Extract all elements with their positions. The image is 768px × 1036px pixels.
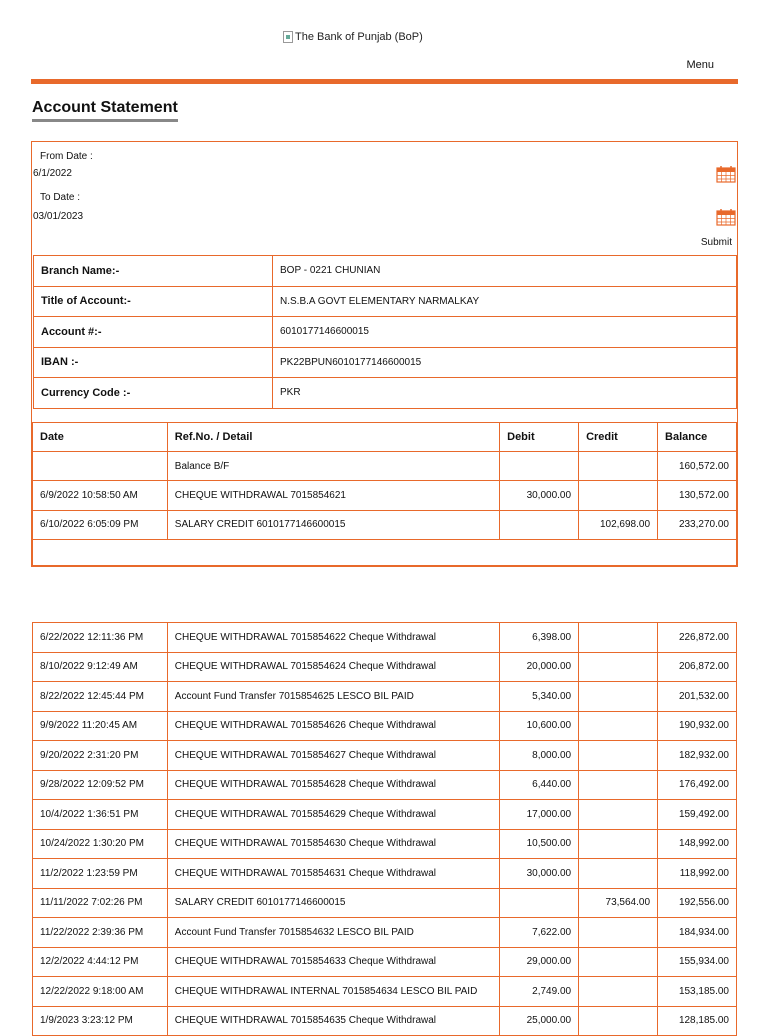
txn-debit — [500, 510, 579, 539]
page-title: Account Statement — [32, 99, 178, 122]
account-info-value: PK22BPUN6010177146600015 — [273, 347, 737, 378]
txn-detail: CHEQUE WITHDRAWAL 7015854621 — [167, 481, 499, 510]
txn-credit — [579, 623, 658, 653]
account-info-key: Account #:- — [34, 317, 273, 348]
account-info-row — [34, 378, 737, 409]
txn-debit: 10,500.00 — [500, 829, 579, 859]
txn-detail: SALARY CREDIT 6010177146600015 — [167, 510, 499, 539]
account-info-table — [33, 255, 737, 409]
txn-debit: 6,440.00 — [500, 770, 579, 800]
transaction-row — [33, 510, 737, 539]
txn-credit — [579, 918, 658, 948]
txn-detail: CHEQUE WITHDRAWAL 7015854628 Cheque Withdrawal — [167, 770, 499, 800]
to-date-label: To Date : — [40, 192, 81, 203]
col-credit: Credit — [579, 423, 658, 452]
account-info-value: BOP - 0221 CHUNIAN — [273, 256, 737, 287]
txn-balance: 128,185.00 — [658, 1006, 737, 1036]
account-info-key: Currency Code :- — [34, 378, 273, 409]
txn-detail: CHEQUE WITHDRAWAL 7015854624 Cheque Withdrawal — [167, 652, 499, 682]
txn-balance: 182,932.00 — [658, 741, 737, 771]
txn-date: 12/2/2022 4:44:12 PM — [33, 947, 168, 977]
txn-detail: CHEQUE WITHDRAWAL 7015854626 Cheque Withdrawal — [167, 711, 499, 741]
txn-date: 6/22/2022 12:11:36 PM — [33, 623, 168, 653]
txn-date: 11/11/2022 7:02:26 PM — [33, 888, 168, 918]
txn-credit — [579, 829, 658, 859]
txn-credit — [579, 481, 658, 510]
txn-credit — [579, 1006, 658, 1036]
transaction-row — [33, 800, 737, 830]
txn-debit — [500, 888, 579, 918]
transaction-row — [33, 481, 737, 510]
txn-balance: 118,992.00 — [658, 859, 737, 889]
from-calendar-icon[interactable] — [716, 165, 736, 183]
txn-debit: 25,000.00 — [500, 1006, 579, 1036]
txn-date: 9/28/2022 12:09:52 PM — [33, 770, 168, 800]
transaction-row — [33, 741, 737, 771]
menu-button[interactable]: Menu — [686, 59, 714, 71]
broken-image-icon — [283, 31, 293, 43]
txn-balance: 233,270.00 — [658, 510, 737, 539]
empty-cell — [33, 539, 737, 565]
account-info-value: N.S.B.A GOVT ELEMENTARY NARMALKAY — [273, 286, 737, 317]
txn-detail: CHEQUE WITHDRAWAL 7015854635 Cheque Withdrawal — [167, 1006, 499, 1036]
txn-detail: CHEQUE WITHDRAWAL 7015854633 Cheque Withdrawal — [167, 947, 499, 977]
txn-balance: 148,992.00 — [658, 829, 737, 859]
bank-logo — [283, 31, 423, 43]
transaction-row — [33, 623, 737, 653]
to-calendar-icon[interactable] — [716, 208, 736, 226]
txn-date: 9/20/2022 2:31:20 PM — [33, 741, 168, 771]
table-header-row — [33, 423, 737, 452]
txn-debit: 8,000.00 — [500, 741, 579, 771]
table-footer-row — [33, 539, 737, 565]
transaction-row — [33, 1006, 737, 1036]
txn-debit: 10,600.00 — [500, 711, 579, 741]
header-divider — [31, 79, 738, 84]
txn-credit — [579, 711, 658, 741]
txn-detail: Balance B/F — [167, 452, 499, 481]
txn-debit: 5,340.00 — [500, 682, 579, 712]
txn-credit — [579, 452, 658, 481]
txn-date: 12/22/2022 9:18:00 AM — [33, 977, 168, 1007]
txn-detail: Account Fund Transfer 7015854625 LESCO BIL PAID — [167, 682, 499, 712]
submit-button[interactable]: Submit — [700, 237, 732, 248]
transaction-row — [33, 682, 737, 712]
transaction-row — [33, 829, 737, 859]
txn-detail: CHEQUE WITHDRAWAL 7015854627 Cheque Withdrawal — [167, 741, 499, 771]
txn-debit: 2,749.00 — [500, 977, 579, 1007]
from-date-input[interactable]: 6/1/2022 — [33, 168, 72, 179]
txn-debit — [500, 452, 579, 481]
txn-date: 10/24/2022 1:30:20 PM — [33, 829, 168, 859]
account-info-key: IBAN :- — [34, 347, 273, 378]
txn-debit: 20,000.00 — [500, 652, 579, 682]
txn-balance: 192,556.00 — [658, 888, 737, 918]
txn-balance: 159,492.00 — [658, 800, 737, 830]
txn-credit — [579, 741, 658, 771]
account-info-key: Branch Name:- — [34, 256, 273, 287]
txn-credit — [579, 770, 658, 800]
to-date-input[interactable]: 03/01/2023 — [33, 211, 84, 222]
txn-detail: SALARY CREDIT 6010177146600015 — [167, 888, 499, 918]
txn-date: 6/10/2022 6:05:09 PM — [33, 510, 168, 539]
txn-date: 6/9/2022 10:58:50 AM — [33, 481, 168, 510]
transaction-row — [33, 711, 737, 741]
txn-debit: 30,000.00 — [500, 481, 579, 510]
txn-debit: 6,398.00 — [500, 623, 579, 653]
transaction-row — [33, 859, 737, 889]
txn-date: 10/4/2022 1:36:51 PM — [33, 800, 168, 830]
txn-date: 8/10/2022 9:12:49 AM — [33, 652, 168, 682]
col-date: Date — [33, 423, 168, 452]
txn-detail: CHEQUE WITHDRAWAL 7015854629 Cheque Withdrawal — [167, 800, 499, 830]
txn-balance: 153,185.00 — [658, 977, 737, 1007]
col-balance: Balance — [658, 423, 737, 452]
txn-balance: 155,934.00 — [658, 947, 737, 977]
txn-balance: 201,532.00 — [658, 682, 737, 712]
transactions-table — [32, 422, 737, 566]
txn-balance: 206,872.00 — [658, 652, 737, 682]
txn-detail: CHEQUE WITHDRAWAL 7015854630 Cheque Withdrawal — [167, 829, 499, 859]
txn-credit — [579, 652, 658, 682]
txn-detail: CHEQUE WITHDRAWAL INTERNAL 7015854634 LESCO BIL PAID — [167, 977, 499, 1007]
account-info-row — [34, 347, 737, 378]
txn-date — [33, 452, 168, 481]
txn-credit — [579, 947, 658, 977]
txn-credit — [579, 859, 658, 889]
transaction-row — [33, 918, 737, 948]
txn-date: 8/22/2022 12:45:44 PM — [33, 682, 168, 712]
transaction-row — [33, 770, 737, 800]
txn-balance: 190,932.00 — [658, 711, 737, 741]
txn-detail: CHEQUE WITHDRAWAL 7015854622 Cheque Withdrawal — [167, 623, 499, 653]
account-info-value: PKR — [273, 378, 737, 409]
account-info-value: 6010177146600015 — [273, 317, 737, 348]
txn-credit — [579, 800, 658, 830]
account-info-row — [34, 286, 737, 317]
txn-detail: Account Fund Transfer 7015854632 LESCO BIL PAID — [167, 918, 499, 948]
txn-date: 11/22/2022 2:39:36 PM — [33, 918, 168, 948]
from-date-label: From Date : — [40, 151, 93, 162]
txn-balance: 226,872.00 — [658, 623, 737, 653]
txn-debit: 7,622.00 — [500, 918, 579, 948]
txn-balance: 176,492.00 — [658, 770, 737, 800]
transaction-row — [33, 977, 737, 1007]
txn-credit — [579, 977, 658, 1007]
txn-balance: 184,934.00 — [658, 918, 737, 948]
transaction-row — [33, 888, 737, 918]
account-info-key: Title of Account:- — [34, 286, 273, 317]
transaction-row — [33, 947, 737, 977]
txn-balance: 130,572.00 — [658, 481, 737, 510]
txn-debit: 29,000.00 — [500, 947, 579, 977]
txn-date: 11/2/2022 1:23:59 PM — [33, 859, 168, 889]
transaction-row — [33, 452, 737, 481]
col-debit: Debit — [500, 423, 579, 452]
txn-date: 1/9/2023 3:23:12 PM — [33, 1006, 168, 1036]
txn-detail: CHEQUE WITHDRAWAL 7015854631 Cheque Withdrawal — [167, 859, 499, 889]
txn-credit: 102,698.00 — [579, 510, 658, 539]
txn-debit: 17,000.00 — [500, 800, 579, 830]
txn-balance: 160,572.00 — [658, 452, 737, 481]
txn-date: 9/9/2022 11:20:45 AM — [33, 711, 168, 741]
col-detail: Ref.No. / Detail — [167, 423, 499, 452]
transaction-row — [33, 652, 737, 682]
account-info-row — [34, 256, 737, 287]
txn-credit — [579, 682, 658, 712]
txn-credit: 73,564.00 — [579, 888, 658, 918]
txn-debit: 30,000.00 — [500, 859, 579, 889]
transactions-table-continued — [32, 622, 737, 1036]
logo-alt-text: The Bank of Punjab (BoP) — [295, 31, 423, 43]
account-info-row — [34, 317, 737, 348]
